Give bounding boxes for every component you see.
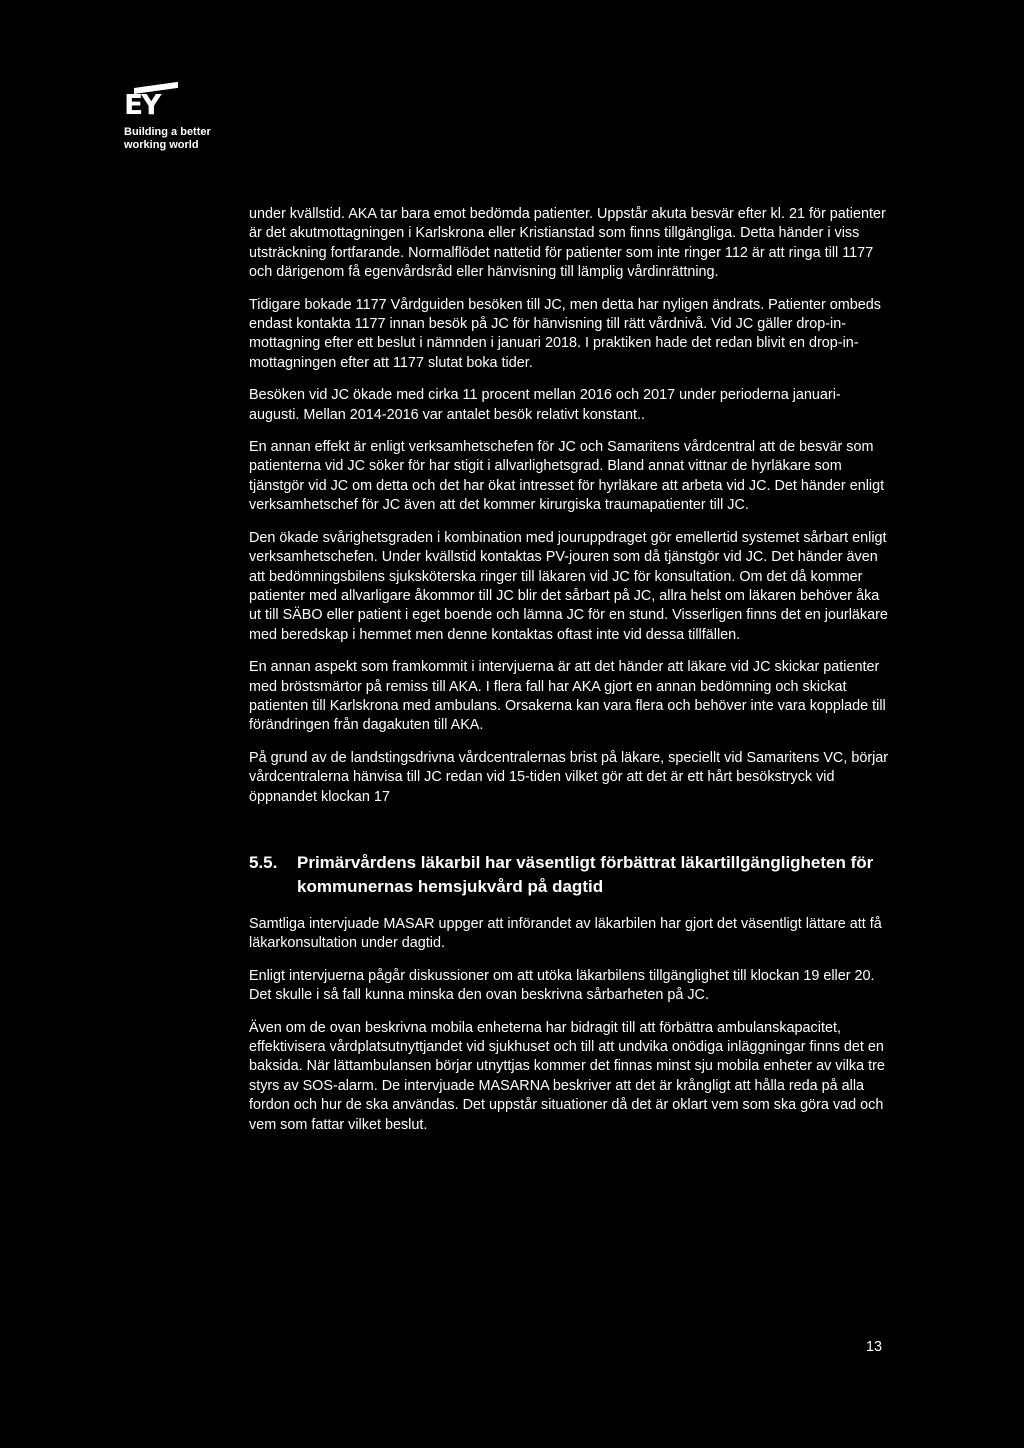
paragraph: På grund av de landstingsdrivna vårdcentralernas brist på läkare, speciellt vid Samaritens VC, börjar vårdcentralerna hänvisa till JC redan vid 15-tiden vilket gör att det är ett hårt besökstryck vid öppnandet klockan 17 xyxy=(249,749,889,805)
ey-tagline xyxy=(124,126,264,152)
paragraph: Samtliga intervjuade MASAR uppger att införandet av läkarbilen har gjort det väsentligt lättare att få läkarkonsultation under dagtid. xyxy=(249,915,882,952)
paragraph: Tidigare bokade 1177 Vårdguiden besöken till JC, men detta har nyligen ändrats. Patienter ombeds endast kontakta 1177 innan besök på JC för hänvisning till rätt vårdnivå. Vid JC gäller drop-in-mottagning efter ett beslut i nämnden i januari 2018. I praktiken hade det redan blivit en drop-in-mottagningen efter att 1177 slutat boka tider. xyxy=(249,296,881,371)
tagline-line-2: working world xyxy=(124,139,199,151)
paragraph: En annan aspekt som framkommit i intervjuerna är att det händer att läkare vid JC skickar patienter med bröstsmärtor på remiss till AKA. I flera fall har AKA gjort en annan bedömning och skickat patienten till Karlskrona med ambulans. Orsakerna kan vara flera och behöver inte vara kopplade till förändringen från dagakuten till AKA. xyxy=(249,659,886,734)
paragraph: En annan effekt är enligt verksamhetschefen för JC och Samaritens vårdcentral att de besvär som patienterna vid JC söker för har stigit i allvarlighetsgrad. Bland annat vittnar de hyrläkare som tjänstgör vid JC om detta och det har ökat intresset för hyrläkare att arbeta vid JC. Det händer enligt verksamhetschef för JC även att det kommer kirurgiska traumapatienter till JC. xyxy=(249,439,885,514)
paragraph: Enligt intervjuerna pågår diskussioner om att utöka läkarbilens tillgänglighet till klockan 19 eller 20. Det skulle i så fall kunna minska den ovan beskrivna sårbarheten på JC. xyxy=(249,967,875,1004)
ey-logo xyxy=(124,88,264,152)
paragraph: Även om de ovan beskrivna mobila enheterna har bidragit till att förbättra ambulanskapacitet, effektivisera vårdplatsutnyttjandet vid sjukhuset och till att undvika onödiga inläggningar finns det en baksida. När lättambulansen börjar utnyttjas kommer det finnas minst sju mobila enheter av vilka tre styrs av SOS-alarm. De intervjuade MASARNA beskriver att det är krångligt att hålla reda på alla fordon och hur de ska användas. Det uppstår situationer då det är oklart vem som ska göra vad och vem som fattar vilket beslut. xyxy=(249,1019,885,1133)
document-body xyxy=(249,205,889,1148)
page-number: 13 xyxy=(866,1339,883,1355)
section-heading xyxy=(249,851,889,899)
section-number: 5.5. xyxy=(249,852,278,872)
ey-logo-text: EY xyxy=(124,88,160,121)
ey-logo-mark xyxy=(124,88,264,120)
section-title: Primärvårdens läkarbil har väsentligt förbättrat läkartillgängligheten för kommunernas hemsjukvård på dagtid xyxy=(297,852,874,896)
tagline-line-1: Building a better xyxy=(124,126,211,138)
paragraph: Den ökade svårighetsgraden i kombination med jouruppdraget gör emellertid systemet sårbart enligt verksamhetschefen. Under kvällstid kontaktas PV-jouren som då tjänstgör vid JC. Det händer även att bedömningsbilens sjuksköterska ringer till läkaren vid JC för konsultation. Om det då kommer patienter med allvarligare åkommor till JC blir det sårbart på JC, allra helst om läkaren behöver åka ut till SÄBO eller patient i eget boende och lämna JC för en stund. Visserligen finns det en jourläkare med beredskap i hemmet men denne kontaktas oftast inte vid dessa tillfällen. xyxy=(249,529,888,643)
paragraph: under kvällstid. AKA tar bara emot bedömda patienter. Uppstår akuta besvär efter kl. 21 för patienter är det akutmottagningen i Karlskrona eller Kristianstad som finns tillgängliga. Detta händer i viss utsträckning fortfarande. Normalflödet nattetid för patienter som inte ringer 112 är att ringa till 1177 och därigenom få egenvårdsråd eller hänvisning till lämplig vårdinrättning. xyxy=(249,206,886,281)
paragraph: Besöken vid JC ökade med cirka 11 procent mellan 2016 och 2017 under perioderna januari-augusti. Mellan 2014-2016 var antalet besök relativt konstant.. xyxy=(249,387,841,423)
